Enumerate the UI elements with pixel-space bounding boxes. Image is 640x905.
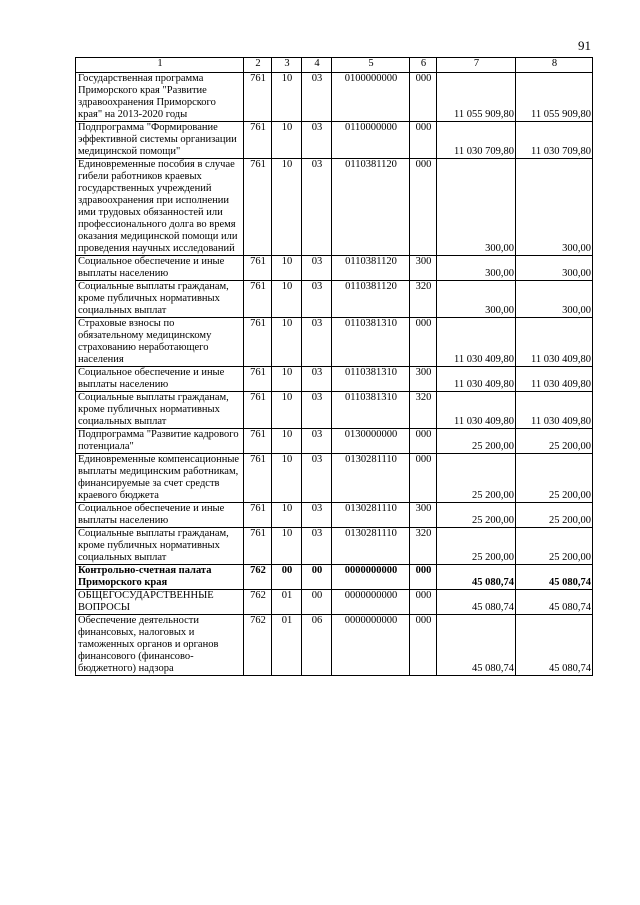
table-row — [76, 256, 593, 281]
subsection-cell: 00 — [302, 565, 332, 590]
item-name-cell: Социальное обеспечение и иные выплаты населению — [76, 503, 244, 528]
section-cell: 10 — [272, 281, 302, 318]
budget-table — [75, 57, 593, 676]
admin-code-cell: 761 — [244, 73, 272, 122]
target-article-cell: 0110381120 — [332, 159, 410, 256]
expense-type-cell: 000 — [410, 122, 437, 159]
item-name-cell: Обеспечение деятельности финансовых, налоговых и таможенных органов и органов финансового (финансово-бюджетного) надзора — [76, 615, 244, 676]
target-article-cell: 0100000000 — [332, 73, 410, 122]
subsection-cell: 03 — [302, 281, 332, 318]
target-article-cell: 0000000000 — [332, 565, 410, 590]
table-row — [76, 122, 593, 159]
section-cell: 10 — [272, 318, 302, 367]
subsection-cell: 00 — [302, 590, 332, 615]
item-name-cell: Страховые взносы по обязательному медицинскому страхованию неработающего населения — [76, 318, 244, 367]
amount-year1-cell: 25 200,00 — [437, 454, 516, 503]
expense-type-cell: 000 — [410, 73, 437, 122]
amount-year2-cell: 300,00 — [516, 281, 593, 318]
subsection-cell: 03 — [302, 367, 332, 392]
header-row — [76, 58, 593, 73]
subsection-cell: 03 — [302, 454, 332, 503]
header-cell: 8 — [516, 58, 593, 73]
admin-code-cell: 761 — [244, 281, 272, 318]
item-name-cell: Социальное обеспечение и иные выплаты населению — [76, 256, 244, 281]
table-row — [76, 159, 593, 256]
subsection-cell: 03 — [302, 122, 332, 159]
amount-year2-cell: 11 030 409,80 — [516, 367, 593, 392]
table-row — [76, 429, 593, 454]
table-row — [76, 367, 593, 392]
section-cell: 10 — [272, 256, 302, 281]
expense-type-cell: 320 — [410, 528, 437, 565]
amount-year2-cell: 300,00 — [516, 256, 593, 281]
target-article-cell: 0110000000 — [332, 122, 410, 159]
amount-year1-cell: 300,00 — [437, 281, 516, 318]
section-cell: 10 — [272, 392, 302, 429]
item-name-cell: Социальное обеспечение и иные выплаты населению — [76, 367, 244, 392]
target-article-cell: 0110381120 — [332, 256, 410, 281]
subsection-cell: 03 — [302, 429, 332, 454]
subsection-cell: 03 — [302, 392, 332, 429]
subsection-cell: 03 — [302, 159, 332, 256]
admin-code-cell: 761 — [244, 454, 272, 503]
target-article-cell: 0130281110 — [332, 528, 410, 565]
admin-code-cell: 761 — [244, 318, 272, 367]
table-body — [76, 73, 593, 676]
expense-type-cell: 300 — [410, 256, 437, 281]
admin-code-cell: 761 — [244, 528, 272, 565]
expense-type-cell: 300 — [410, 367, 437, 392]
admin-code-cell: 761 — [244, 503, 272, 528]
header-cell: 1 — [76, 58, 244, 73]
admin-code-cell: 761 — [244, 367, 272, 392]
amount-year2-cell: 45 080,74 — [516, 565, 593, 590]
target-article-cell: 0130000000 — [332, 429, 410, 454]
section-cell: 01 — [272, 615, 302, 676]
amount-year2-cell: 11 030 409,80 — [516, 392, 593, 429]
table-row — [76, 590, 593, 615]
page-number: 91 — [578, 38, 591, 53]
header-cell: 4 — [302, 58, 332, 73]
item-name-cell: Контрольно-счетная палата Приморского края — [76, 565, 244, 590]
item-name-cell: Социальные выплаты гражданам, кроме публичных нормативных социальных выплат — [76, 392, 244, 429]
subsection-cell: 03 — [302, 528, 332, 565]
amount-year1-cell: 25 200,00 — [437, 503, 516, 528]
section-cell: 10 — [272, 159, 302, 256]
target-article-cell: 0110381120 — [332, 281, 410, 318]
admin-code-cell: 762 — [244, 565, 272, 590]
amount-year1-cell: 11 030 709,80 — [437, 122, 516, 159]
section-cell: 00 — [272, 565, 302, 590]
amount-year2-cell: 11 055 909,80 — [516, 73, 593, 122]
subsection-cell: 03 — [302, 318, 332, 367]
target-article-cell: 0110381310 — [332, 318, 410, 367]
amount-year2-cell: 45 080,74 — [516, 590, 593, 615]
item-name-cell: Подпрограмма "Формирование эффективной системы организации медицинской помощи" — [76, 122, 244, 159]
section-cell: 10 — [272, 73, 302, 122]
admin-code-cell: 762 — [244, 615, 272, 676]
admin-code-cell: 762 — [244, 590, 272, 615]
expense-type-cell: 320 — [410, 281, 437, 318]
expense-type-cell: 000 — [410, 565, 437, 590]
amount-year1-cell: 300,00 — [437, 159, 516, 256]
expense-type-cell: 000 — [410, 429, 437, 454]
target-article-cell: 0130281110 — [332, 503, 410, 528]
amount-year2-cell: 300,00 — [516, 159, 593, 256]
section-cell: 10 — [272, 367, 302, 392]
table-row — [76, 318, 593, 367]
amount-year1-cell: 25 200,00 — [437, 528, 516, 565]
admin-code-cell: 761 — [244, 256, 272, 281]
admin-code-cell: 761 — [244, 122, 272, 159]
expense-type-cell: 300 — [410, 503, 437, 528]
section-cell: 10 — [272, 454, 302, 503]
table-row — [76, 528, 593, 565]
table-row — [76, 454, 593, 503]
item-name-cell: Единовременные пособия в случае гибели работников краевых государственных учреждений здравоохранения при исполнении ими трудовых обязанностей или профессионального долга во время оказания медицинской помощи или проведения научных исследований — [76, 159, 244, 256]
item-name-cell: Социальные выплаты гражданам, кроме публичных нормативных социальных выплат — [76, 281, 244, 318]
amount-year1-cell: 11 055 909,80 — [437, 73, 516, 122]
target-article-cell: 0110381310 — [332, 367, 410, 392]
header-cell: 6 — [410, 58, 437, 73]
item-name-cell: Единовременные компенсационные выплаты медицинским работникам, финансируемые за счет средств краевого бюджета — [76, 454, 244, 503]
expense-type-cell: 000 — [410, 159, 437, 256]
item-name-cell: Социальные выплаты гражданам, кроме публичных нормативных социальных выплат — [76, 528, 244, 565]
expense-type-cell: 000 — [410, 318, 437, 367]
amount-year1-cell: 45 080,74 — [437, 565, 516, 590]
table-row — [76, 565, 593, 590]
amount-year2-cell: 25 200,00 — [516, 503, 593, 528]
expense-type-cell: 000 — [410, 615, 437, 676]
expense-type-cell: 000 — [410, 590, 437, 615]
header-cell: 5 — [332, 58, 410, 73]
admin-code-cell: 761 — [244, 159, 272, 256]
section-cell: 01 — [272, 590, 302, 615]
section-cell: 10 — [272, 122, 302, 159]
admin-code-cell: 761 — [244, 429, 272, 454]
subsection-cell: 03 — [302, 256, 332, 281]
amount-year1-cell: 11 030 409,80 — [437, 392, 516, 429]
item-name-cell: ОБЩЕГОСУДАРСТВЕННЫЕ ВОПРОСЫ — [76, 590, 244, 615]
item-name-cell: Подпрограмма "Развитие кадрового потенциала" — [76, 429, 244, 454]
subsection-cell: 06 — [302, 615, 332, 676]
amount-year1-cell: 25 200,00 — [437, 429, 516, 454]
table-row — [76, 73, 593, 122]
amount-year1-cell: 300,00 — [437, 256, 516, 281]
amount-year2-cell: 25 200,00 — [516, 528, 593, 565]
expense-type-cell: 320 — [410, 392, 437, 429]
subsection-cell: 03 — [302, 503, 332, 528]
header-cell: 3 — [272, 58, 302, 73]
admin-code-cell: 761 — [244, 392, 272, 429]
subsection-cell: 03 — [302, 73, 332, 122]
section-cell: 10 — [272, 503, 302, 528]
header-cell: 2 — [244, 58, 272, 73]
table-row — [76, 503, 593, 528]
target-article-cell: 0130281110 — [332, 454, 410, 503]
section-cell: 10 — [272, 528, 302, 565]
amount-year2-cell: 11 030 409,80 — [516, 318, 593, 367]
amount-year1-cell: 11 030 409,80 — [437, 318, 516, 367]
table-row — [76, 392, 593, 429]
header-cell: 7 — [437, 58, 516, 73]
amount-year1-cell: 11 030 409,80 — [437, 367, 516, 392]
table-row — [76, 615, 593, 676]
table-row — [76, 281, 593, 318]
amount-year2-cell: 11 030 709,80 — [516, 122, 593, 159]
target-article-cell: 0000000000 — [332, 590, 410, 615]
amount-year1-cell: 45 080,74 — [437, 615, 516, 676]
amount-year1-cell: 45 080,74 — [437, 590, 516, 615]
section-cell: 10 — [272, 429, 302, 454]
expense-type-cell: 000 — [410, 454, 437, 503]
target-article-cell: 0110381310 — [332, 392, 410, 429]
target-article-cell: 0000000000 — [332, 615, 410, 676]
item-name-cell: Государственная программа Приморского края "Развитие здравоохранения Приморского края" на 2013-2020 годы — [76, 73, 244, 122]
amount-year2-cell: 25 200,00 — [516, 429, 593, 454]
amount-year2-cell: 45 080,74 — [516, 615, 593, 676]
amount-year2-cell: 25 200,00 — [516, 454, 593, 503]
